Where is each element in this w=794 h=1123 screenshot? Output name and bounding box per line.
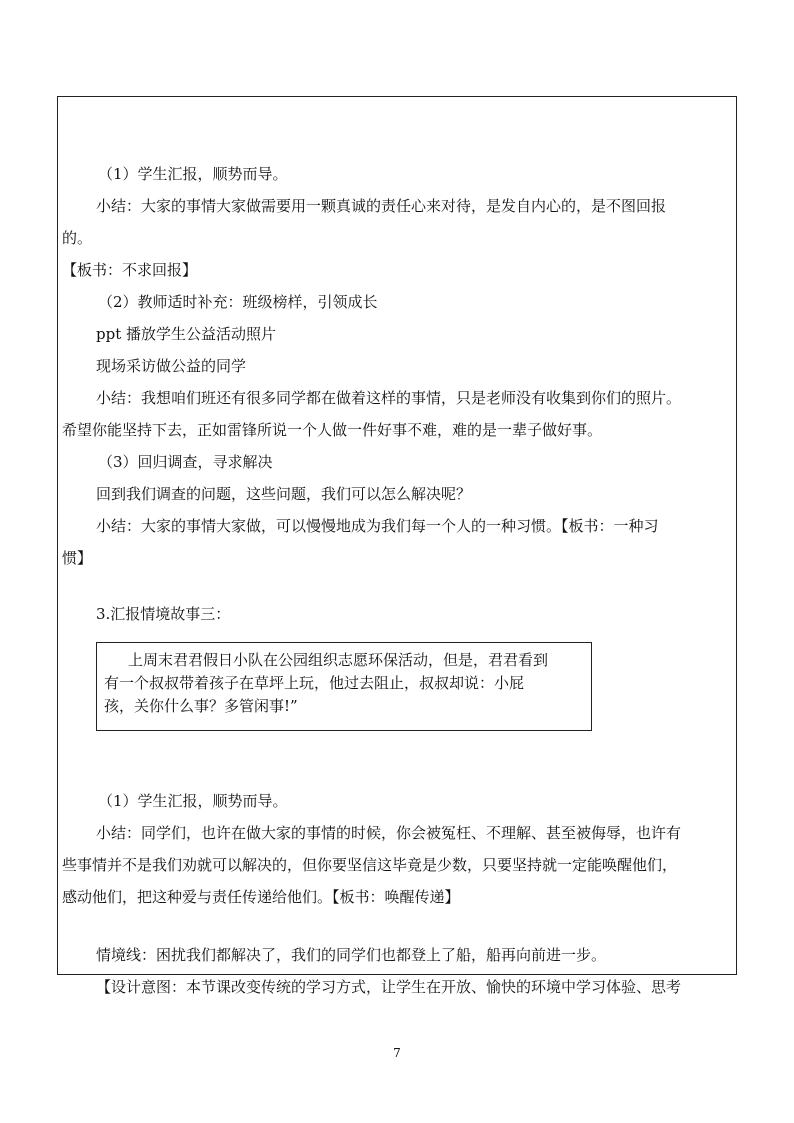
text-line: 小结：同学们，也许在做大家的事情的时候，你会被冤枉、不理解、甚至被侮辱，也许有 (96, 824, 682, 842)
text-line: 些事情并不是我们劝就可以解决的，但你要坚信这毕竟是少数，只要坚持就一定能唤醒他们， (62, 856, 678, 874)
text-line: 小结：大家的事情大家做，可以慢慢地成为我们每一个人的一种习惯。【板书：一种习 (96, 517, 659, 535)
text-line: （1）学生汇报，顺势而导。 (98, 165, 288, 183)
text-line: （1）学生汇报，顺势而导。 (98, 792, 288, 810)
text-line: 情境线：困扰我们都解决了，我们的同学们也都登上了船，船再向前进一步。 (96, 946, 607, 964)
text-line: 【板书：不求回报】 (62, 261, 198, 279)
text-line: （3）回归调查，寻求解决 (98, 453, 273, 471)
content-frame (57, 96, 737, 975)
text-line: 小结：我想咱们班还有很多同学都在做着这样的事情，只是老师没有收集到你们的照片。 (96, 389, 682, 407)
story-line: 上周末君君假日小队在公园组织志愿环保活动，但是，君君看到 (128, 651, 549, 669)
text-line: ppt 播放学生公益活动照片 (96, 325, 277, 343)
text-line: 现场采访做公益的同学 (96, 357, 247, 375)
text-line: 感动他们，把这种爱与责任传递给他们。【板书：唤醒传递】 (62, 888, 460, 906)
text-line: 惯】 (62, 549, 93, 567)
page-number: 7 (393, 1046, 401, 1060)
text-line: （2）教师适时补充：班级榜样，引领成长 (98, 293, 378, 311)
story-line: 有一个叔叔带着孩子在草坪上玩，他过去阻止，叔叔却说：小屁 (104, 674, 525, 692)
text-line: 【设计意图：本节课改变传统的学习方式，让学生在开放、愉快的环境中学习体验、思考 (96, 978, 682, 996)
section-heading: 3.汇报情境故事三： (96, 605, 231, 623)
text-line: 希望你能坚持下去，正如雷锋所说一个人做一件好事不难，难的是一辈子做好事。 (62, 421, 603, 439)
story-line: 孩，关你什么事？多管闲事!” (104, 697, 298, 715)
text-line: 小结：大家的事情大家做需要用一颗真诚的责任心来对待，是发自内心的，是不图回报 (96, 197, 667, 215)
text-line: 回到我们调查的问题，这些问题，我们可以怎么解决呢？ (96, 485, 472, 503)
text-line: 的。 (62, 229, 93, 247)
